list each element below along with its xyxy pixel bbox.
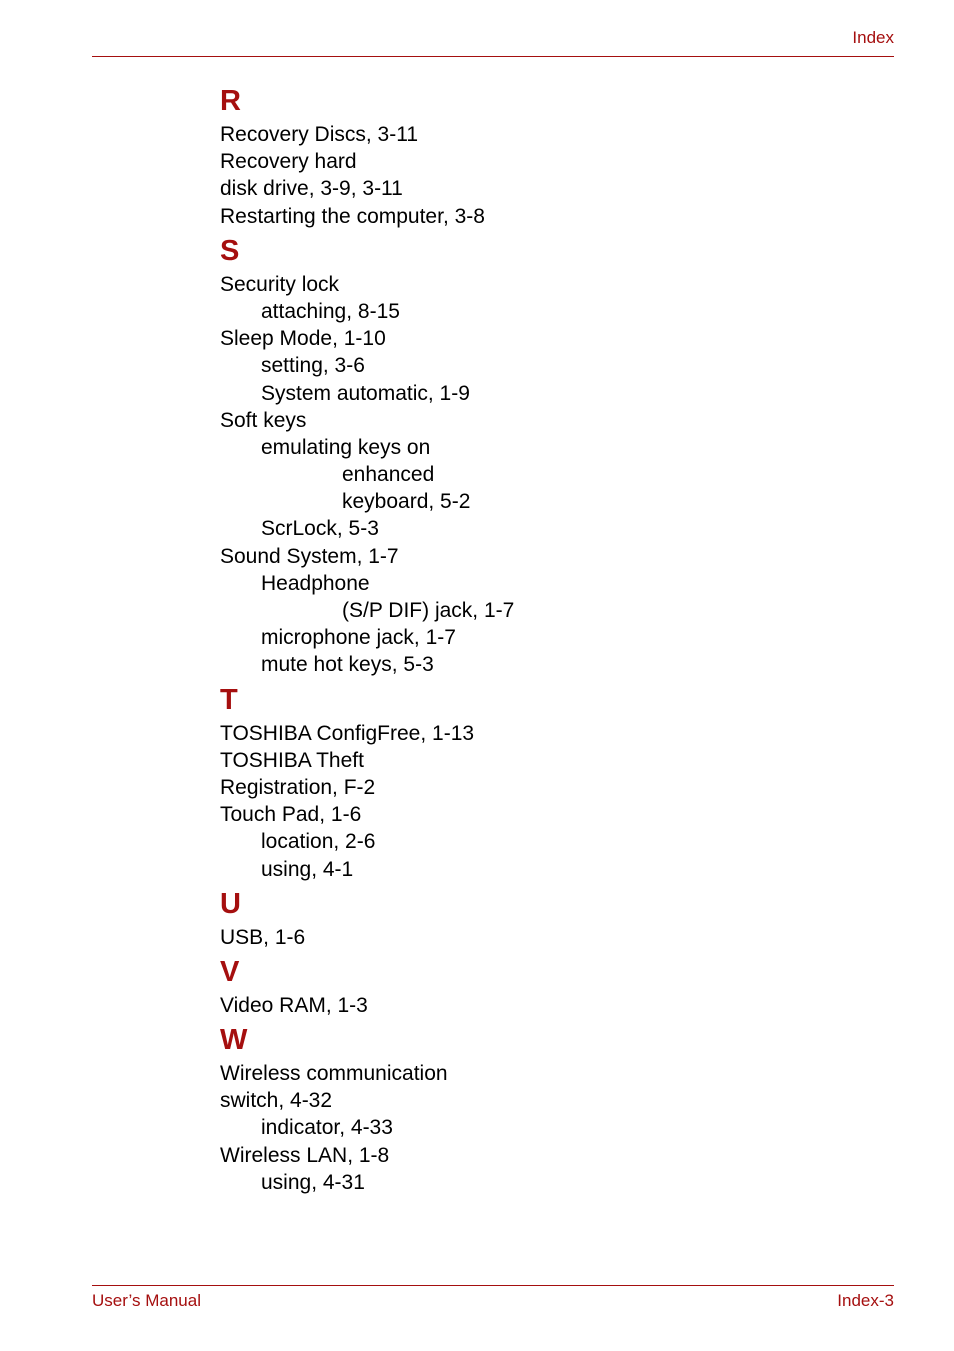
index-entry: TOSHIBA Theft <box>220 748 364 772</box>
index-subentry: microphone jack, 1-7 <box>261 626 456 650</box>
index-subentry: attaching, 8-15 <box>261 299 400 323</box>
index-subentry: enhanced <box>342 463 435 487</box>
index-entry: TOSHIBA ConfigFree, 1-13 <box>220 721 475 745</box>
index-entry: Sleep Mode, 1-10 <box>220 327 386 351</box>
index-entry: Touch Pad, 1-6 <box>220 803 362 827</box>
index-entry: Wireless communication <box>220 1062 448 1086</box>
index-subentry: Headphone <box>261 571 370 595</box>
index-section-w <box>220 1019 820 1196</box>
index-entry: Video RAM, 1-3 <box>220 993 368 1017</box>
index-entry: Recovery hard <box>220 150 357 174</box>
index-subentry: System automatic, 1-9 <box>261 381 470 405</box>
index-subentry: indicator, 4-33 <box>261 1116 393 1140</box>
index-entry: Recovery Discs, 3-11 <box>220 123 419 146</box>
section-letter: V <box>220 955 240 988</box>
index-entry: Wireless LAN, 1-8 <box>220 1143 390 1167</box>
index-section-v <box>220 951 820 1019</box>
index-section-t <box>220 679 820 883</box>
footer-manual-title: User’s Manual <box>92 1291 201 1310</box>
index-section-u <box>220 883 820 951</box>
footer-rule <box>92 1285 894 1286</box>
index-entry: Soft keys <box>220 408 307 432</box>
index-subentry: (S/P DIF) jack, 1-7 <box>342 599 515 622</box>
index-subentry: mute hot keys, 5-3 <box>261 653 434 677</box>
index-entry: USB, 1-6 <box>220 925 306 949</box>
section-letter: U <box>220 887 241 920</box>
index-subentry: keyboard, 5-2 <box>342 490 471 514</box>
section-letter: S <box>220 234 240 267</box>
section-letter: R <box>220 85 241 117</box>
index-entry: Security lock <box>220 272 340 296</box>
footer-page-number: Index-3 <box>837 1291 894 1310</box>
index-subentry: setting, 3-6 <box>261 354 365 378</box>
index-section-s <box>220 230 820 679</box>
index-section-r <box>220 80 820 230</box>
index-entry: Registration, F-2 <box>220 775 376 799</box>
index-entry: disk drive, 3-9, 3-11 <box>220 177 403 201</box>
index-subentry: ScrLock, 5-3 <box>261 517 379 541</box>
index-entry: switch, 4-32 <box>220 1089 333 1113</box>
index-entry: Sound System, 1-7 <box>220 544 399 568</box>
index-subentry: using, 4-1 <box>261 857 354 881</box>
header-title: Index <box>852 28 894 47</box>
header-rule <box>92 56 894 57</box>
section-letter: T <box>220 683 238 716</box>
index-entry: Restarting the computer, 3-8 <box>220 204 485 228</box>
section-letter: W <box>220 1024 248 1057</box>
index-subentry: location, 2-6 <box>261 830 376 854</box>
index-subentry: using, 4-31 <box>261 1170 365 1194</box>
index-list <box>220 80 820 1196</box>
index-subentry: emulating keys on <box>261 435 431 459</box>
